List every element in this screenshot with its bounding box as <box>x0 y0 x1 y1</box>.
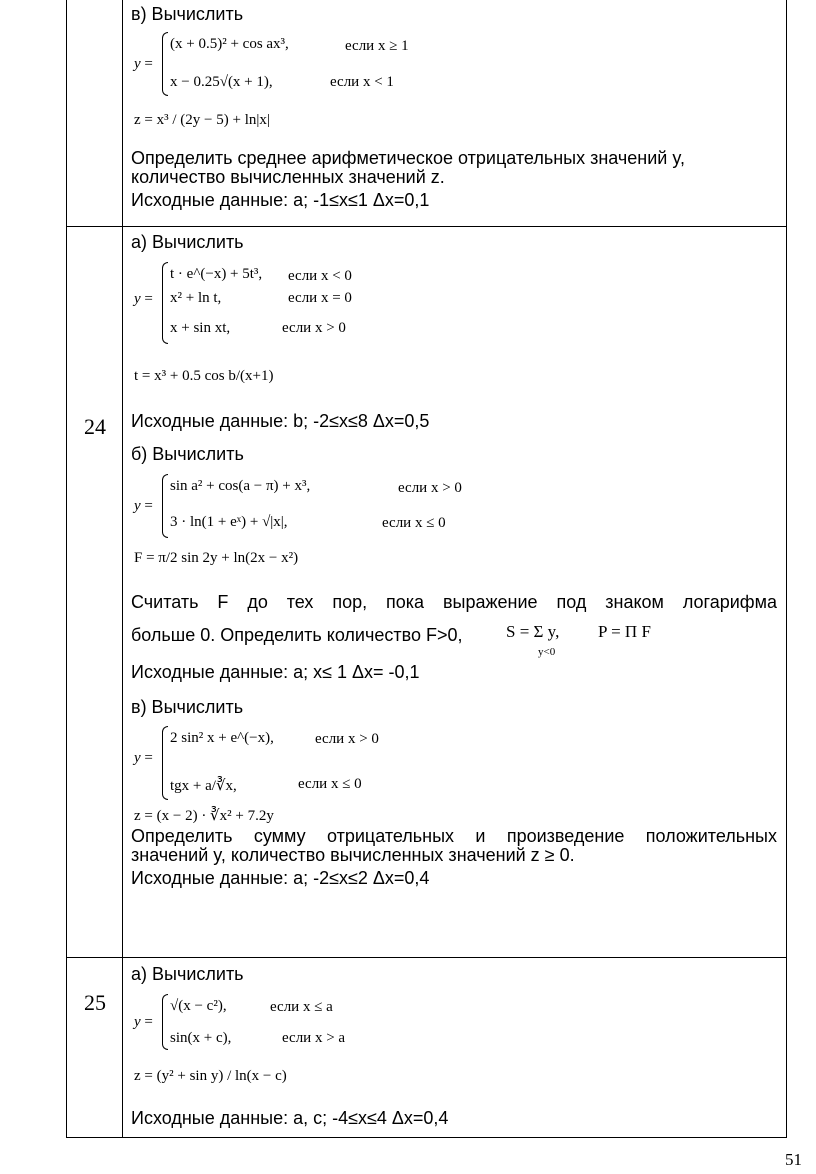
brace <box>162 474 168 538</box>
formula-line: 3 · ln(1 + eˣ) + √|x|, <box>170 514 288 530</box>
formula-z: z = x³ / (2y − 5) + ln|x| <box>134 112 270 128</box>
condition: если x ≥ 1 <box>345 38 409 54</box>
task-heading: б) Вычислить <box>131 444 244 464</box>
var-y: y = <box>134 56 153 72</box>
formula-F: F = π/2 sin 2y + ln(2x − x²) <box>134 550 299 566</box>
condition: если x < 0 <box>288 268 352 284</box>
var-y: y = <box>134 498 153 514</box>
formula-line: sin a² + cos(a − π) + x³, <box>170 478 311 494</box>
condition: если x > a <box>282 1030 346 1046</box>
var-y: y = <box>134 1014 153 1030</box>
condition: если x < 1 <box>330 74 394 90</box>
var-y: y = <box>134 291 153 307</box>
sum-formula: S = Σ y, <box>506 622 560 641</box>
formula-t: t = x³ + 0.5 cos b/(x+1) <box>134 368 274 384</box>
source-data: Исходные данные: a; -1≤x≤1 Δx=0,1 <box>131 190 430 210</box>
row-number: 25 <box>84 990 106 1015</box>
formula-line: t · e^(−x) + 5t³, <box>170 266 263 282</box>
brace <box>162 262 168 344</box>
task-text: больше 0. Определить количество F>0, <box>131 625 463 645</box>
formula-line: tgx + a/∛x, <box>170 778 237 794</box>
task-text: значений y, количество вычисленных значений z ≥ 0. <box>131 845 575 865</box>
task-heading: в) Вычислить <box>131 697 244 717</box>
row-divider <box>67 957 786 958</box>
condition: если x > 0 <box>398 480 462 496</box>
formula-z: z = (y² + sin y) / ln(x − c) <box>134 1068 287 1084</box>
task-heading: а) Вычислить <box>131 964 244 984</box>
task-text: Определить среднее арифметическое отрицательных значений y, <box>131 148 686 168</box>
formula-line: 2 sin² x + e^(−x), <box>170 730 274 746</box>
source-data: Исходные данные: a; x≤ 1 Δx= -0,1 <box>131 662 420 682</box>
task-text: количество вычисленных значений z. <box>131 167 445 187</box>
formula-line: sin(x + c), <box>170 1030 232 1046</box>
row-number: 24 <box>84 414 106 439</box>
condition: если x > 0 <box>315 731 379 747</box>
formula-line: √(x − c²), <box>170 998 227 1014</box>
condition: если x ≤ a <box>270 999 333 1015</box>
task-text: Определить сумму отрицательных и произведение положительных <box>131 826 777 846</box>
brace <box>162 726 168 800</box>
formula-z: z = (x − 2) · ∛x² + 7.2y <box>134 808 274 824</box>
condition: если x ≤ 0 <box>382 515 446 531</box>
condition: если x ≤ 0 <box>298 776 362 792</box>
source-data: Исходные данные: b; -2≤x≤8 Δx=0,5 <box>131 411 430 431</box>
brace <box>162 994 168 1050</box>
condition: если x > 0 <box>282 320 346 336</box>
product-formula: P = Π F <box>598 622 651 641</box>
source-data: Исходные данные: a; -2≤x≤2 Δx=0,4 <box>131 868 430 888</box>
column-divider <box>122 0 123 1137</box>
page-number: 51 <box>785 1150 802 1169</box>
sum-subscript: y<0 <box>538 646 556 658</box>
var-y: y = <box>134 750 153 766</box>
formula-line: x + sin xt, <box>170 320 231 336</box>
brace <box>162 32 168 96</box>
condition: если x = 0 <box>288 290 352 306</box>
task-heading: а) Вычислить <box>131 232 244 252</box>
formula-line: x² + ln t, <box>170 290 222 306</box>
formula-line: x − 0.25√(x + 1), <box>170 74 273 90</box>
source-data: Исходные данные: a, c; -4≤x≤4 Δx=0,4 <box>131 1108 449 1128</box>
task-heading: в) Вычислить <box>131 4 244 24</box>
formula-line: (x + 0.5)² + cos ax³, <box>170 36 289 52</box>
row-divider <box>67 226 786 227</box>
task-text: Считать F до тех пор, пока выражение под знаком логарифма <box>131 592 777 612</box>
